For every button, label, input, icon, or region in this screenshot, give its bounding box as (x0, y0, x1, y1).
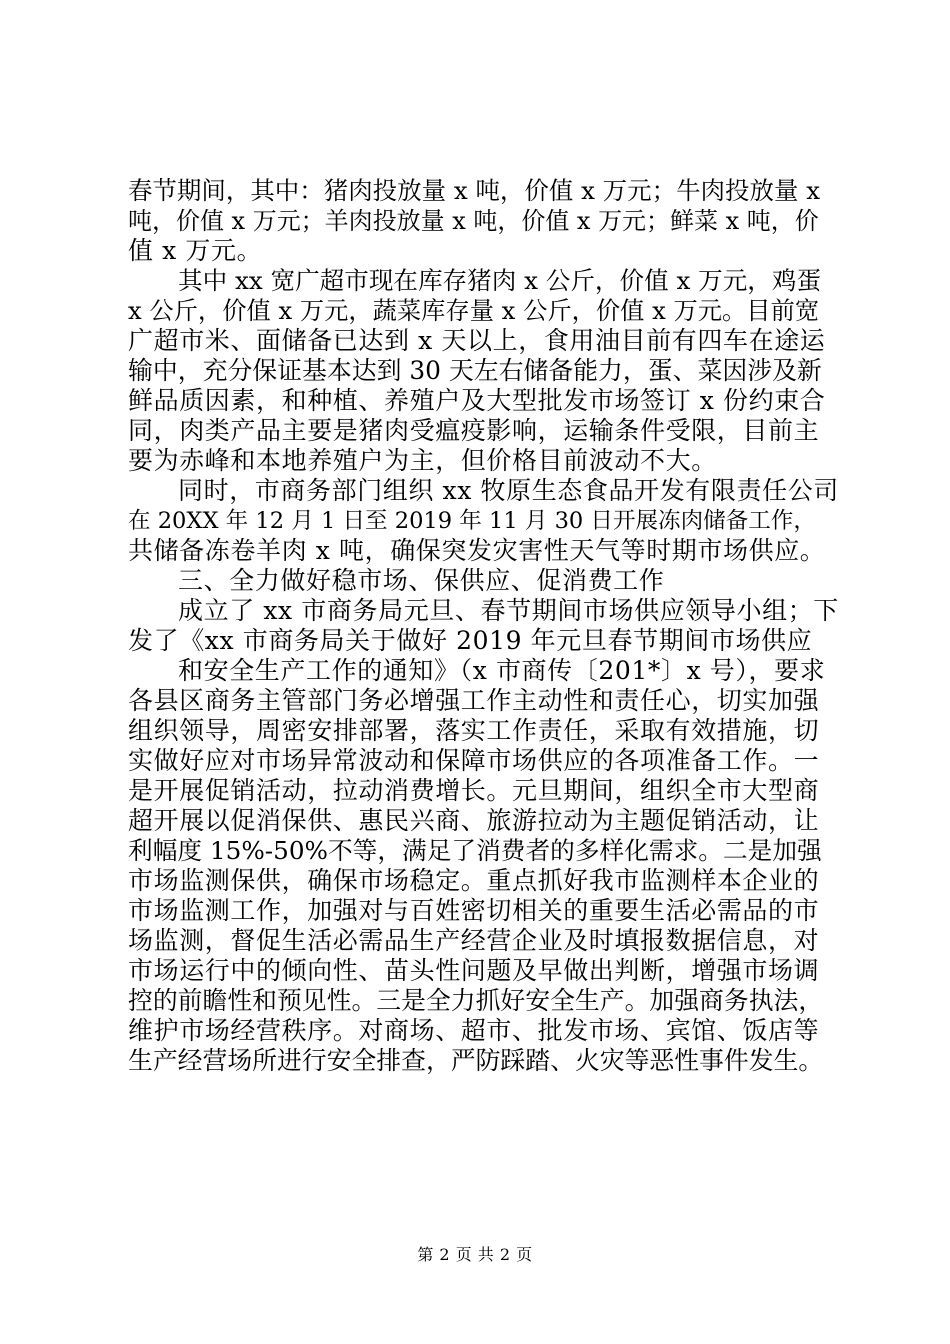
text-line: 吨，价值 x 万元；羊肉投放量 x 吨，价值 x 万元；鲜菜 x 吨，价 (128, 207, 819, 235)
text-line: 场监测，督促生活必需品生产经营企业及时填报数据信息，对 (128, 926, 820, 955)
text-line: 市场运行中的倾向性、苗头性问题及早做出判断，增强市场调 (128, 956, 820, 985)
text-line: 控的前瞻性和预见性。三是全力抓好安全生产。加强商务执法， (128, 986, 824, 1015)
text-line: 共储备冻卷羊肉 x 吨，确保突发灾害性天气等时期市场供应。 (128, 536, 826, 565)
text-line: 要为赤峰和本地养殖户为主，但价格目前波动不大。 (128, 446, 717, 475)
page-footer: 第 2 页 共 2 页 (417, 1245, 533, 1264)
text-line: 各县区商务主管部门务必增强工作主动性和责任心，切实加强 (128, 686, 820, 715)
text-line: 利幅度 15%-50%不等，满足了消费者的多样化需求。二是加强 (128, 836, 822, 865)
text-line: 成立了 xx 市商务局元旦、春节期间市场供应领导小组；下 (178, 596, 839, 625)
text-line: 在 20XX 年 12 月 1 日至 2019 年 11 月 30 日开展冻肉储备工作， (128, 508, 816, 534)
text-line: 生产经营场所进行安全排查，严防踩踏、火灾等恶性事件发生。 (128, 1046, 824, 1075)
text-line: 输中，充分保证基本达到 30 天左右储备能力，蛋、菜因涉及新 (128, 356, 822, 385)
text-line: 超开展以促消保供、惠民兴商、旅游拉动为主题促销活动，让 (128, 806, 820, 835)
text-line: 三、全力做好稳市场、保供应、促消费工作 (178, 566, 665, 595)
text-line: 实做好应对市场异常波动和保障市场供应的各项准备工作。一 (128, 746, 820, 775)
text-line: 春节期间，其中：猪肉投放量 x 吨，价值 x 万元；牛肉投放量 x (128, 176, 821, 205)
text-line: 是开展促销活动，拉动消费增长。元旦期间，组织全市大型商 (128, 776, 820, 805)
text-line: 和安全生产工作的通知》（x 市商传〔201*〕x 号），要求 (178, 656, 826, 685)
text-line: 同时，市商务部门组织 xx 牧原生态食品开发有限责任公司 (178, 476, 839, 505)
text-line: 广超市米、面储备已达到 x 天以上，食用油目前有四车在途运 (128, 326, 826, 355)
text-line: 发了《xx 市商务局关于做好 2019 年元旦春节期间市场供应 (128, 626, 813, 655)
text-line: 市场监测工作，加强对与百姓密切相关的重要生活必需品的市 (128, 896, 820, 925)
text-line: 其中 xx 宽广超市现在库存猪肉 x 公斤，价值 x 万元，鸡蛋 (178, 266, 822, 295)
text-line: 鲜品质因素，和种植、养殖户及大型批发市场签订 x 份约束合 (128, 386, 826, 415)
text-line: 组织领导，周密安排部署，落实工作责任，采取有效措施，切 (128, 716, 820, 745)
text-line: 同，肉类产品主要是猪肉受瘟疫影响，运输条件受限，目前主 (128, 416, 820, 445)
document-body (128, 176, 840, 1076)
text-line: x 公斤，价值 x 万元，蔬菜库存量 x 公斤，价值 x 万元。目前宽 (128, 296, 820, 325)
text-line: 市场监测保供，确保市场稳定。重点抓好我市监测样本企业的 (128, 866, 820, 895)
text-line: 维护市场经营秩序。对商场、超市、批发市场、宾馆、饭店等 (128, 1016, 820, 1045)
text-line: 值 x 万元。 (128, 236, 263, 265)
